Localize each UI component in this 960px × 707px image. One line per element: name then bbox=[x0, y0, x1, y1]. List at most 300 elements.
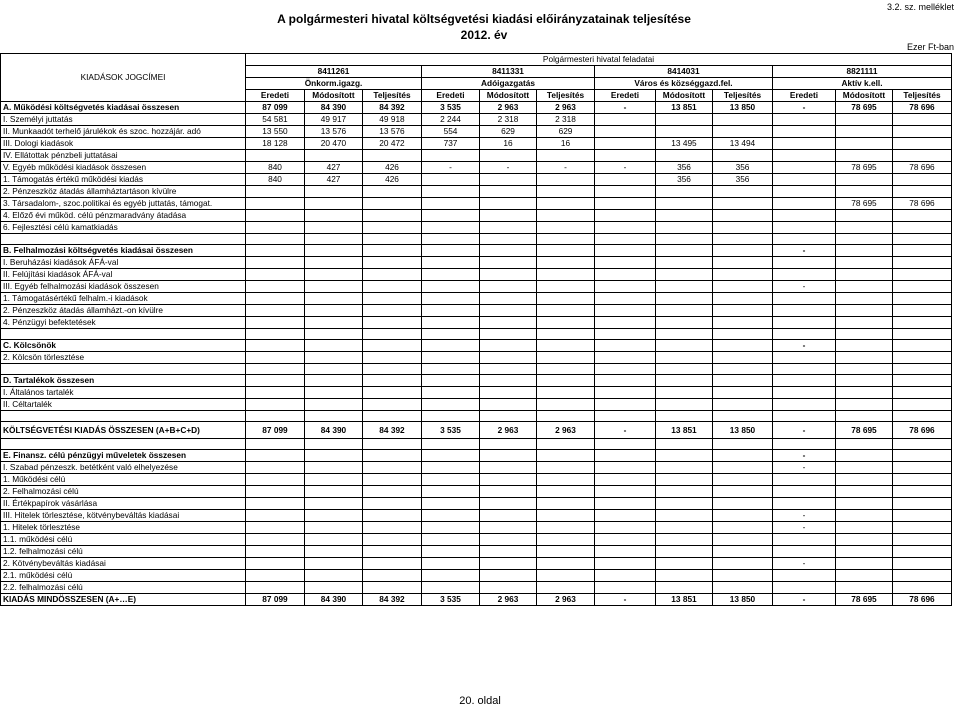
value-cell bbox=[713, 439, 773, 450]
value-cell bbox=[305, 210, 363, 222]
value-cell bbox=[836, 522, 893, 534]
value-cell bbox=[480, 317, 537, 329]
value-cell bbox=[713, 462, 773, 474]
value-cell: 84 390 bbox=[305, 594, 363, 606]
value-cell bbox=[836, 126, 893, 138]
row-label: 1.1. működési célú bbox=[1, 534, 246, 546]
value-cell bbox=[246, 439, 305, 450]
value-cell bbox=[537, 364, 595, 375]
value-cell bbox=[595, 126, 656, 138]
value-cell: 427 bbox=[305, 162, 363, 174]
table-row bbox=[1, 198, 952, 210]
value-cell bbox=[893, 269, 952, 281]
value-cell: 84 392 bbox=[363, 422, 422, 439]
value-cell bbox=[893, 126, 952, 138]
column-header: Módosított bbox=[305, 90, 363, 102]
value-cell bbox=[713, 257, 773, 269]
value-cell bbox=[246, 498, 305, 510]
table-row bbox=[1, 138, 952, 150]
value-cell bbox=[836, 450, 893, 462]
value-cell bbox=[422, 234, 480, 245]
value-cell bbox=[363, 450, 422, 462]
value-cell bbox=[537, 174, 595, 186]
value-cell bbox=[305, 558, 363, 570]
table-row bbox=[1, 305, 952, 317]
table-row bbox=[1, 546, 952, 558]
value-cell bbox=[656, 510, 713, 522]
table-row bbox=[1, 439, 952, 450]
value-cell: - bbox=[773, 462, 836, 474]
unit-header: Önkorm.igazg. bbox=[246, 78, 422, 90]
row-label: III. Egyéb felhalmozási kiadások összesen bbox=[1, 281, 246, 293]
table-row bbox=[1, 375, 952, 387]
value-cell bbox=[656, 534, 713, 546]
document-year: 2012. év bbox=[460, 28, 508, 42]
value-cell bbox=[422, 510, 480, 522]
value-cell bbox=[656, 305, 713, 317]
value-cell bbox=[713, 234, 773, 245]
value-cell bbox=[422, 486, 480, 498]
value-cell bbox=[836, 486, 893, 498]
value-cell: 54 581 bbox=[246, 114, 305, 126]
value-cell: 2 963 bbox=[537, 422, 595, 439]
value-cell bbox=[537, 546, 595, 558]
value-cell bbox=[893, 186, 952, 198]
value-cell bbox=[836, 570, 893, 582]
value-cell bbox=[305, 281, 363, 293]
value-cell bbox=[656, 582, 713, 594]
value-cell bbox=[836, 399, 893, 411]
row-label bbox=[1, 234, 246, 245]
value-cell bbox=[305, 510, 363, 522]
value-cell bbox=[363, 498, 422, 510]
unit-header: Adóigazgatás bbox=[422, 78, 595, 90]
value-cell bbox=[656, 411, 713, 422]
value-cell: 840 bbox=[246, 174, 305, 186]
value-cell bbox=[246, 150, 305, 162]
value-cell bbox=[773, 364, 836, 375]
value-cell bbox=[537, 450, 595, 462]
value-cell bbox=[893, 522, 952, 534]
value-cell bbox=[595, 222, 656, 234]
value-cell: - bbox=[595, 102, 656, 114]
value-cell bbox=[246, 198, 305, 210]
value-cell: - bbox=[595, 162, 656, 174]
value-cell bbox=[422, 222, 480, 234]
value-cell: 629 bbox=[537, 126, 595, 138]
value-cell bbox=[595, 510, 656, 522]
value-cell bbox=[595, 411, 656, 422]
value-cell bbox=[893, 486, 952, 498]
row-label: E. Finansz. célú pénzügyi műveletek összesen bbox=[1, 450, 246, 462]
value-cell bbox=[480, 257, 537, 269]
value-cell bbox=[363, 582, 422, 594]
value-cell bbox=[713, 269, 773, 281]
value-cell bbox=[305, 439, 363, 450]
table-row bbox=[1, 281, 952, 293]
value-cell bbox=[305, 522, 363, 534]
value-cell bbox=[656, 522, 713, 534]
value-cell bbox=[836, 375, 893, 387]
value-cell: - bbox=[773, 594, 836, 606]
row-label: I. Általános tartalék bbox=[1, 387, 246, 399]
value-cell bbox=[836, 222, 893, 234]
value-cell bbox=[537, 522, 595, 534]
value-cell bbox=[305, 329, 363, 340]
value-cell bbox=[773, 317, 836, 329]
value-cell bbox=[773, 534, 836, 546]
row-label bbox=[1, 411, 246, 422]
value-cell bbox=[422, 399, 480, 411]
value-cell bbox=[480, 222, 537, 234]
value-cell bbox=[595, 293, 656, 305]
code-header: 8414031 bbox=[595, 66, 773, 78]
value-cell bbox=[893, 498, 952, 510]
value-cell bbox=[713, 305, 773, 317]
value-cell bbox=[305, 399, 363, 411]
value-cell bbox=[480, 293, 537, 305]
value-cell bbox=[363, 150, 422, 162]
value-cell bbox=[836, 462, 893, 474]
value-cell bbox=[537, 411, 595, 422]
value-cell bbox=[893, 546, 952, 558]
value-cell bbox=[893, 570, 952, 582]
row-label: B. Felhalmozási költségvetés kiadásai összesen bbox=[1, 245, 246, 257]
budget-table bbox=[0, 53, 952, 606]
value-cell bbox=[363, 462, 422, 474]
value-cell bbox=[773, 570, 836, 582]
value-cell bbox=[422, 558, 480, 570]
value-cell bbox=[713, 364, 773, 375]
row-label: II. Felújítási kiadások ÁFÁ-val bbox=[1, 269, 246, 281]
value-cell bbox=[422, 269, 480, 281]
value-cell bbox=[480, 522, 537, 534]
table-row bbox=[1, 594, 952, 606]
value-cell: 2 244 bbox=[422, 114, 480, 126]
row-label: I. Szabad pénzeszk. betétként való elhelyezése bbox=[1, 462, 246, 474]
table-row bbox=[1, 222, 952, 234]
value-cell bbox=[893, 399, 952, 411]
value-cell bbox=[713, 114, 773, 126]
value-cell bbox=[480, 558, 537, 570]
value-cell bbox=[363, 411, 422, 422]
value-cell: 84 392 bbox=[363, 102, 422, 114]
value-cell bbox=[713, 558, 773, 570]
value-cell bbox=[246, 281, 305, 293]
value-cell: 87 099 bbox=[246, 594, 305, 606]
value-cell bbox=[246, 450, 305, 462]
value-cell bbox=[480, 329, 537, 340]
row-label: 2. Pénzeszköz átadás államházt.-on kívülre bbox=[1, 305, 246, 317]
value-cell bbox=[246, 329, 305, 340]
row-label: II. Munkaadót terhelő járulékok és szoc. hozzájár. adó bbox=[1, 126, 246, 138]
value-cell bbox=[656, 257, 713, 269]
table-row bbox=[1, 422, 952, 439]
value-cell bbox=[893, 352, 952, 364]
value-cell bbox=[305, 411, 363, 422]
value-cell bbox=[246, 462, 305, 474]
value-cell bbox=[422, 364, 480, 375]
row-label: 4. Előző évi működ. célú pénzmaradvány átadása bbox=[1, 210, 246, 222]
value-cell bbox=[363, 222, 422, 234]
value-cell bbox=[713, 510, 773, 522]
value-cell bbox=[537, 293, 595, 305]
value-cell bbox=[595, 269, 656, 281]
value-cell bbox=[893, 450, 952, 462]
value-cell bbox=[713, 474, 773, 486]
table-row bbox=[1, 162, 952, 174]
value-cell: 356 bbox=[656, 162, 713, 174]
value-cell bbox=[363, 439, 422, 450]
value-cell: 20 470 bbox=[305, 138, 363, 150]
value-cell bbox=[422, 340, 480, 352]
value-cell bbox=[363, 340, 422, 352]
value-cell: 356 bbox=[656, 174, 713, 186]
value-cell: 13 576 bbox=[363, 126, 422, 138]
value-cell bbox=[713, 329, 773, 340]
value-cell bbox=[773, 234, 836, 245]
table-row bbox=[1, 534, 952, 546]
value-cell bbox=[305, 462, 363, 474]
value-cell bbox=[422, 257, 480, 269]
value-cell: 13 850 bbox=[713, 422, 773, 439]
value-cell bbox=[836, 317, 893, 329]
value-cell bbox=[773, 439, 836, 450]
value-cell bbox=[246, 305, 305, 317]
value-cell bbox=[422, 186, 480, 198]
value-cell: - bbox=[537, 162, 595, 174]
column-header: Módosított bbox=[480, 90, 537, 102]
value-cell bbox=[363, 486, 422, 498]
value-cell bbox=[422, 174, 480, 186]
value-cell bbox=[836, 186, 893, 198]
value-cell: 78 696 bbox=[893, 594, 952, 606]
value-cell bbox=[246, 222, 305, 234]
value-cell: - bbox=[422, 162, 480, 174]
value-cell bbox=[893, 462, 952, 474]
value-cell bbox=[656, 234, 713, 245]
value-cell bbox=[893, 558, 952, 570]
value-cell bbox=[656, 269, 713, 281]
value-cell bbox=[836, 364, 893, 375]
value-cell bbox=[656, 570, 713, 582]
value-cell bbox=[836, 293, 893, 305]
value-cell bbox=[246, 352, 305, 364]
column-header: Eredeti bbox=[595, 90, 656, 102]
value-cell bbox=[656, 375, 713, 387]
value-cell bbox=[656, 150, 713, 162]
value-cell bbox=[480, 450, 537, 462]
value-cell bbox=[595, 486, 656, 498]
value-cell: 3 535 bbox=[422, 422, 480, 439]
value-cell: - bbox=[480, 162, 537, 174]
value-cell bbox=[480, 375, 537, 387]
value-cell bbox=[836, 305, 893, 317]
code-header: 8411261 bbox=[246, 66, 422, 78]
value-cell bbox=[893, 474, 952, 486]
value-cell bbox=[713, 222, 773, 234]
value-cell bbox=[836, 474, 893, 486]
value-cell: 2 963 bbox=[537, 594, 595, 606]
value-cell bbox=[713, 486, 773, 498]
value-cell bbox=[656, 329, 713, 340]
value-cell bbox=[305, 352, 363, 364]
value-cell bbox=[246, 582, 305, 594]
value-cell bbox=[246, 234, 305, 245]
value-cell bbox=[595, 234, 656, 245]
value-cell bbox=[537, 186, 595, 198]
row-label: 4. Pénzügyi befektetések bbox=[1, 317, 246, 329]
value-cell: 78 696 bbox=[893, 102, 952, 114]
value-cell bbox=[422, 546, 480, 558]
value-cell: 13 851 bbox=[656, 102, 713, 114]
table-row bbox=[1, 474, 952, 486]
value-cell: 78 695 bbox=[836, 102, 893, 114]
value-cell bbox=[836, 352, 893, 364]
value-cell bbox=[656, 558, 713, 570]
value-cell: 78 696 bbox=[893, 198, 952, 210]
column-header: Eredeti bbox=[422, 90, 480, 102]
value-cell bbox=[713, 245, 773, 257]
value-cell bbox=[537, 317, 595, 329]
value-cell bbox=[656, 317, 713, 329]
value-cell bbox=[363, 474, 422, 486]
value-cell: - bbox=[595, 422, 656, 439]
value-cell bbox=[305, 150, 363, 162]
value-cell bbox=[246, 340, 305, 352]
value-cell bbox=[422, 375, 480, 387]
value-cell bbox=[480, 546, 537, 558]
row-label-header: KIADÁSOK JOGCÍMEI bbox=[1, 54, 246, 102]
value-cell bbox=[656, 114, 713, 126]
table-row bbox=[1, 257, 952, 269]
value-cell bbox=[595, 210, 656, 222]
value-cell bbox=[656, 293, 713, 305]
row-label: V. Egyéb működési kiadások összesen bbox=[1, 162, 246, 174]
value-cell bbox=[893, 340, 952, 352]
value-cell bbox=[595, 498, 656, 510]
value-cell bbox=[713, 546, 773, 558]
table-row bbox=[1, 462, 952, 474]
value-cell bbox=[595, 546, 656, 558]
value-cell bbox=[893, 317, 952, 329]
value-cell bbox=[773, 546, 836, 558]
value-cell bbox=[480, 186, 537, 198]
value-cell bbox=[595, 186, 656, 198]
value-cell bbox=[836, 340, 893, 352]
value-cell bbox=[246, 534, 305, 546]
value-cell bbox=[595, 570, 656, 582]
value-cell: 3 535 bbox=[422, 594, 480, 606]
value-cell bbox=[713, 150, 773, 162]
value-cell bbox=[836, 582, 893, 594]
value-cell bbox=[595, 534, 656, 546]
value-cell bbox=[836, 498, 893, 510]
value-cell bbox=[422, 411, 480, 422]
value-cell bbox=[305, 582, 363, 594]
value-cell bbox=[893, 329, 952, 340]
value-cell bbox=[773, 150, 836, 162]
value-cell bbox=[480, 474, 537, 486]
value-cell bbox=[595, 439, 656, 450]
value-cell: 78 695 bbox=[836, 594, 893, 606]
value-cell: 2 318 bbox=[537, 114, 595, 126]
unit-header: Város és községgazd.fel. bbox=[595, 78, 773, 90]
value-cell bbox=[422, 329, 480, 340]
value-cell: 78 696 bbox=[893, 162, 952, 174]
value-cell bbox=[656, 486, 713, 498]
value-cell bbox=[422, 439, 480, 450]
value-cell bbox=[836, 234, 893, 245]
value-cell bbox=[595, 399, 656, 411]
value-cell bbox=[305, 198, 363, 210]
value-cell bbox=[537, 510, 595, 522]
table-row bbox=[1, 411, 952, 422]
value-cell bbox=[305, 534, 363, 546]
row-label: 2. Felhalmozási célú bbox=[1, 486, 246, 498]
value-cell bbox=[246, 474, 305, 486]
value-cell bbox=[595, 245, 656, 257]
table-row bbox=[1, 269, 952, 281]
value-cell bbox=[422, 570, 480, 582]
row-label: 2.1. működési célú bbox=[1, 570, 246, 582]
row-label: IV. Ellátottak pénzbeli juttatásai bbox=[1, 150, 246, 162]
value-cell bbox=[656, 340, 713, 352]
row-label: C. Kölcsönök bbox=[1, 340, 246, 352]
value-cell bbox=[305, 234, 363, 245]
row-label: 2. Kötvénybeváltás kiadásai bbox=[1, 558, 246, 570]
value-cell bbox=[537, 269, 595, 281]
row-label: KIADÁS MINDÖSSZESEN (A+…E) bbox=[1, 594, 246, 606]
value-cell bbox=[246, 293, 305, 305]
value-cell bbox=[305, 317, 363, 329]
value-cell bbox=[246, 269, 305, 281]
value-cell bbox=[656, 364, 713, 375]
value-cell bbox=[595, 558, 656, 570]
value-cell: - bbox=[773, 422, 836, 439]
value-cell bbox=[656, 399, 713, 411]
value-cell bbox=[595, 450, 656, 462]
value-cell bbox=[773, 257, 836, 269]
value-cell bbox=[773, 269, 836, 281]
value-cell bbox=[246, 486, 305, 498]
value-cell bbox=[363, 364, 422, 375]
row-label: 1.2. felhalmozási célú bbox=[1, 546, 246, 558]
value-cell bbox=[595, 317, 656, 329]
row-label: 2. Kölcsön törlesztése bbox=[1, 352, 246, 364]
value-cell: 78 695 bbox=[836, 198, 893, 210]
column-header: Eredeti bbox=[246, 90, 305, 102]
column-header: Teljesítés bbox=[363, 90, 422, 102]
row-label: I. Beruházási kiadások ÁFÁ-val bbox=[1, 257, 246, 269]
value-cell bbox=[537, 352, 595, 364]
table-row bbox=[1, 510, 952, 522]
page-number: 20. oldal bbox=[459, 695, 501, 707]
value-cell: - bbox=[773, 558, 836, 570]
value-cell bbox=[713, 126, 773, 138]
value-cell bbox=[773, 498, 836, 510]
column-header: Teljesítés bbox=[893, 90, 952, 102]
value-cell bbox=[480, 439, 537, 450]
value-cell bbox=[363, 269, 422, 281]
value-cell bbox=[246, 570, 305, 582]
row-label: 1. Támogatás értékű működési kiadás bbox=[1, 174, 246, 186]
table-row bbox=[1, 186, 952, 198]
value-cell bbox=[246, 245, 305, 257]
value-cell bbox=[363, 234, 422, 245]
value-cell: 356 bbox=[713, 174, 773, 186]
table-row bbox=[1, 329, 952, 340]
